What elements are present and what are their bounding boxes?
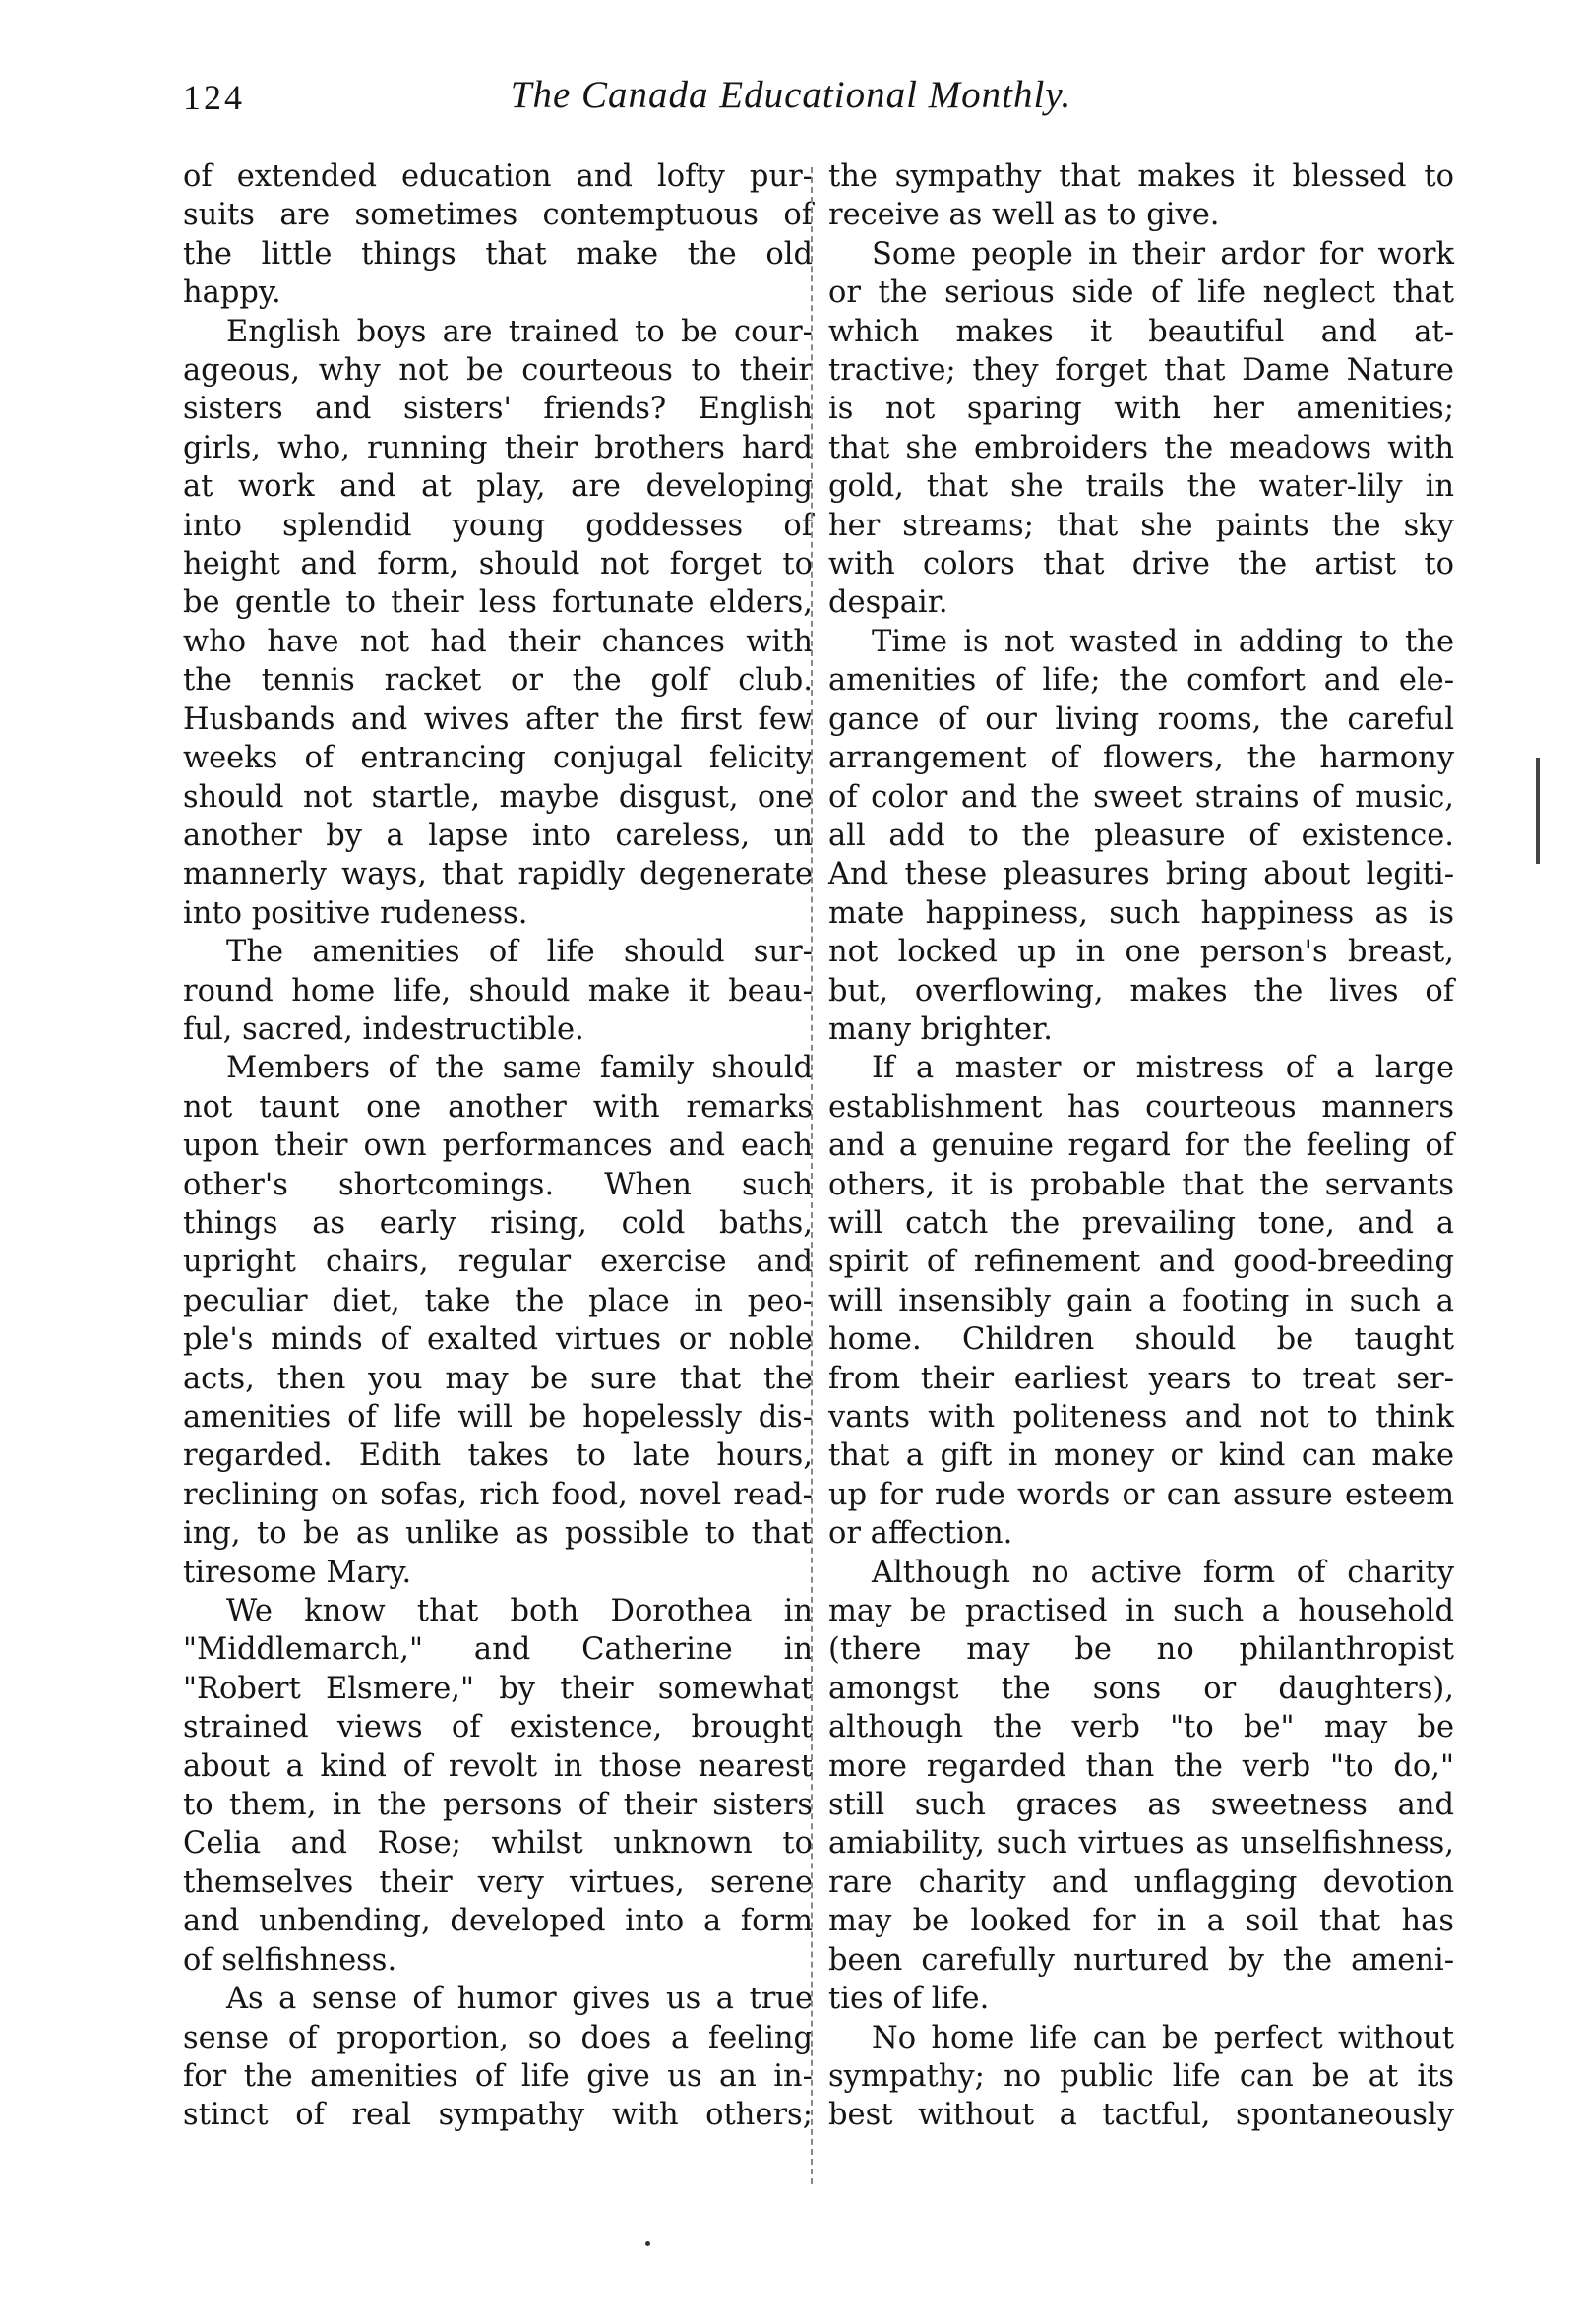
text-line: other's shortcomings. When such: [183, 1167, 813, 1202]
text-line: The amenities of life should sur-: [226, 935, 813, 970]
text-line: will insensibly gain a footing in such a: [828, 1283, 1454, 1318]
text-line: spirit of refinement and good-breeding: [828, 1245, 1454, 1280]
text-line: rare charity and unflagging devotion: [828, 1865, 1454, 1900]
text-line: Some people in their ardor for work: [872, 236, 1454, 272]
text-line: strained views of existence, brought: [183, 1710, 813, 1745]
text-line: happy.: [183, 275, 281, 311]
text-line: another by a lapse into careless, un: [183, 818, 813, 853]
text-line: regarded. Edith takes to late hours,: [183, 1438, 813, 1474]
text-line: sympathy; no public life can be at its: [828, 2058, 1454, 2094]
text-line: others, it is probable that the servants: [828, 1167, 1454, 1202]
text-line: about a kind of revolt in those nearest: [183, 1748, 813, 1784]
page-number: 124: [183, 78, 245, 117]
text-line: not locked up in one person's breast,: [828, 935, 1454, 970]
text-line: "Robert Elsmere," by their somewhat: [183, 1671, 813, 1706]
text-line: ageous, why not be courteous to their: [183, 353, 813, 389]
text-line: arrangement of flowers, the harmony: [828, 741, 1454, 776]
text-line: all add to the pleasure of existence.: [828, 818, 1454, 853]
journal-running-head: The Canada Educational Monthly.: [510, 74, 1072, 116]
text-line: "Middlemarch," and Catherine in: [183, 1632, 813, 1668]
text-line: ful, sacred, indestructible.: [183, 1011, 584, 1047]
text-line: ties of life.: [828, 1982, 990, 2017]
text-line: sense of proportion, so does a feeling: [183, 2020, 813, 2055]
text-line: As a sense of humor gives us a true: [226, 1982, 813, 2017]
text-line: that a gift in money or kind can make: [828, 1438, 1454, 1474]
text-line: at work and at play, are developing: [183, 469, 813, 505]
text-line: be gentle to their less fortunate elders,: [183, 585, 813, 621]
text-line: but, overflowing, makes the lives of: [828, 973, 1454, 1009]
text-line: gance of our living rooms, the careful: [828, 702, 1454, 737]
text-line: been carefully nurtured by the ameni-: [828, 1942, 1454, 1978]
text-line: her streams; that she paints the sky: [828, 508, 1454, 543]
text-line: English boys are trained to be cour-: [226, 314, 813, 349]
text-line: ple's minds of exalted virtues or noble: [183, 1322, 813, 1358]
text-line: No home life can be perfect without: [872, 2020, 1454, 2055]
text-line: receive as well as to give.: [828, 198, 1220, 233]
text-line: the little things that make the old: [183, 236, 813, 272]
text-line: sisters and sisters' friends? English: [183, 392, 813, 427]
text-line: mate happiness, such happiness as is: [828, 895, 1454, 931]
text-line: still such graces as sweetness and: [828, 1788, 1454, 1823]
text-line: more regarded than the verb "to do,": [828, 1748, 1454, 1784]
text-line: acts, then you may be sure that the: [183, 1361, 813, 1396]
text-line: should not startle, maybe disgust, one: [183, 779, 813, 815]
text-line: Members of the same family should: [226, 1051, 813, 1086]
text-line: from their earliest years to treat ser-: [828, 1361, 1454, 1396]
left-text-column: [183, 157, 813, 2135]
text-line: amongst the sons or daughters),: [828, 1671, 1454, 1706]
text-line: the tennis racket or the golf club.: [183, 663, 813, 699]
text-line: Time is not wasted in adding to the: [872, 624, 1454, 659]
text-line: upon their own performances and each: [183, 1129, 813, 1164]
text-line: tractive; they forget that Dame Nature: [828, 353, 1454, 389]
text-line: If a master or mistress of a large: [872, 1051, 1454, 1086]
text-line: the sympathy that makes it blessed to: [828, 159, 1454, 194]
text-line: peculiar diet, take the place in peo-: [183, 1283, 813, 1318]
text-line: may be looked for in a soil that has: [828, 1904, 1454, 1939]
text-line: to them, in the persons of their sisters: [183, 1788, 813, 1823]
text-line: suits are sometimes contemptuous of: [183, 198, 813, 233]
text-line: girls, who, running their brothers hard: [183, 430, 813, 465]
text-line: (there may be no philanthropist: [828, 1632, 1454, 1668]
text-line: themselves their very virtues, serene: [183, 1865, 813, 1900]
text-line: of color and the sweet strains of music,: [828, 779, 1454, 815]
margin-mark: [1536, 758, 1540, 864]
text-line: upright chairs, regular exercise and: [183, 1245, 813, 1280]
text-line: for the amenities of life give us an in-: [183, 2058, 813, 2094]
text-line: which makes it beautiful and at-: [828, 314, 1454, 349]
text-line: mannerly ways, that rapidly degenerate: [183, 857, 813, 892]
text-line: although the verb "to be" may be: [828, 1710, 1454, 1745]
text-line: Celia and Rose; whilst unknown to: [183, 1826, 813, 1862]
text-line: height and form, should not forget to: [183, 547, 813, 582]
text-line: best without a tactful, spontaneously: [828, 2098, 1454, 2133]
text-line: gold, that she trails the water-lily in: [828, 469, 1454, 505]
text-line: who have not had their chances with: [183, 624, 813, 659]
text-line: things as early rising, cold baths,: [183, 1205, 813, 1241]
text-line: establishment has courteous manners: [828, 1089, 1454, 1125]
text-line: with colors that drive the artist to: [828, 547, 1454, 582]
text-line: home. Children should be taught: [828, 1322, 1454, 1358]
text-line: into positive rudeness.: [183, 895, 528, 931]
text-line: up for rude words or can assure esteem: [828, 1477, 1454, 1512]
text-line: of extended education and lofty pur-: [183, 159, 813, 194]
text-line: of selfishness.: [183, 1942, 397, 1978]
text-line: amiability, such virtues as unselfishness,: [828, 1826, 1454, 1862]
text-line: amenities of life; the comfort and ele-: [828, 663, 1454, 699]
text-line: that she embroiders the meadows with: [828, 430, 1454, 465]
text-line: may be practised in such a household: [828, 1594, 1454, 1629]
text-line: will catch the prevailing tone, and a: [828, 1205, 1454, 1241]
text-line: despair.: [828, 585, 948, 621]
text-line: tiresome Mary.: [183, 1555, 412, 1590]
text-line: or affection.: [828, 1516, 1013, 1552]
text-line: stinct of real sympathy with others;: [183, 2098, 813, 2133]
text-line: Husbands and wives after the first few: [183, 702, 813, 737]
text-line: reclining on sofas, rich food, novel read-: [183, 1477, 813, 1512]
text-line: round home life, should make it beau-: [183, 973, 813, 1009]
right-text-column: [828, 157, 1454, 2135]
text-line: And these pleasures bring about legiti-: [828, 857, 1454, 892]
text-line: vants with politeness and not to think: [828, 1400, 1454, 1435]
text-line: or the serious side of life neglect that: [828, 275, 1454, 311]
text-line: and unbending, developed into a form: [183, 1904, 813, 1939]
text-line: many brighter.: [828, 1011, 1053, 1047]
text-line: not taunt one another with remarks: [183, 1089, 813, 1125]
column-divider: [811, 167, 813, 2184]
text-line: ing, to be as unlike as possible to that: [183, 1516, 813, 1552]
text-line: amenities of life will be hopelessly dis-: [183, 1400, 813, 1435]
text-line: and a genuine regard for the feeling of: [828, 1129, 1454, 1164]
text-line: We know that both Dorothea in: [226, 1594, 813, 1629]
text-line: into splendid young goddesses of: [183, 508, 813, 543]
text-line: weeks of entrancing conjugal felicity: [183, 741, 813, 776]
text-line: Although no active form of charity: [872, 1555, 1454, 1590]
text-line: is not sparing with her amenities;: [828, 392, 1454, 427]
bottom-dot: [645, 2241, 650, 2246]
